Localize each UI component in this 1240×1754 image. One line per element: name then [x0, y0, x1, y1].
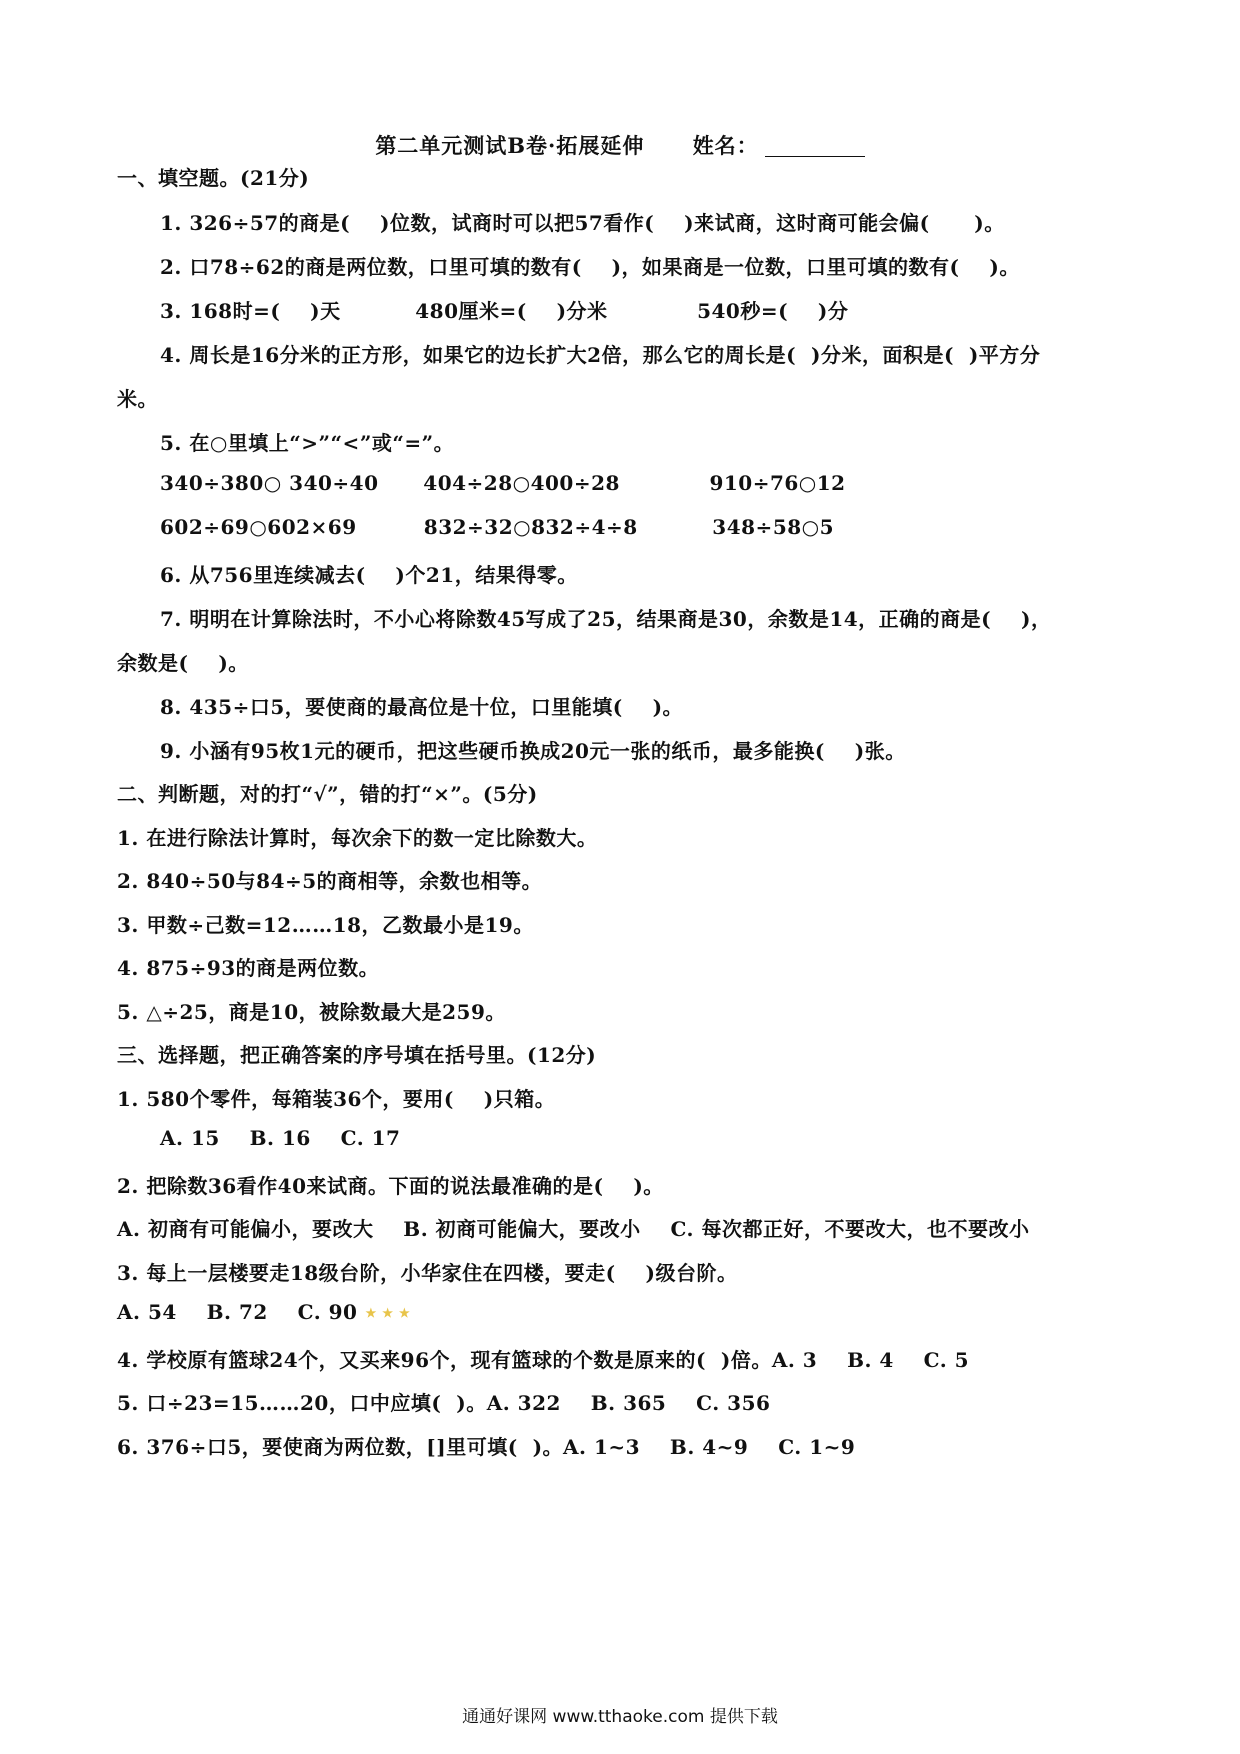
section3-heading: 三、选择题，把正确答案的序号填在括号里。(12分): [117, 1043, 597, 1067]
s3-question-5: 5. 口÷23=15……20，口中应填( )。A. 322 B. 365 C. 356: [117, 1391, 771, 1415]
s1-question-9: 9. 小涵有95枚1元的硬币，把这些硬币换成20元一张的纸币，最多能换( )张。: [160, 739, 906, 763]
s1-question-4-cont: 米。: [117, 387, 158, 411]
s1-question-1: 1. 326÷57的商是( )位数，试商时可以把57看作( )来试商，这时商可能会偏( )。: [160, 211, 1005, 235]
s2-question-4: 4. 875÷93的商是两位数。: [117, 956, 380, 980]
s1-question-4: 4. 周长是16分米的正方形，如果它的边长扩大2倍，那么它的周长是( )分米，面积是( )平方分: [160, 343, 1041, 367]
s1-question-5-row2: 602÷69○602×69 832÷32○832÷4÷8 348÷58○5: [160, 515, 835, 539]
s2-question-1: 1. 在进行除法计算时，每次余下的数一定比除数大。: [117, 826, 598, 850]
s3-question-2-options: A. 初商有可能偏小，要改大 B. 初商可能偏大，要改小 C. 每次都正好，不要改大，也不要改小: [117, 1217, 1030, 1241]
decorative-stars-icon: ★★★: [365, 1306, 416, 1320]
s1-question-5: 5. 在○里填上“>”“<”或“=”。: [160, 431, 455, 455]
s3-question-4: 4. 学校原有篮球24个，又买来96个，现有篮球的个数是原来的( )倍。A. 3 B. 4 C. 5: [117, 1348, 970, 1372]
s3-question-3-options: A. 54 B. 72 C. 90: [117, 1300, 358, 1324]
title-text: 第二单元测试B卷·拓展延伸: [375, 133, 645, 158]
s3-question-1-options: A. 15 B. 16 C. 17: [160, 1126, 401, 1150]
s3-question-2: 2. 把除数36看作40来试商。下面的说法最准确的是( )。: [117, 1174, 664, 1198]
s1-question-6: 6. 从756里连续减去( )个21，结果得零。: [160, 563, 578, 587]
s1-question-5-row1: 340÷380○ 340÷40 404÷28○400÷28 910÷76○12: [160, 471, 846, 495]
s2-question-5: 5. △÷25，商是10，被除数最大是259。: [117, 1000, 506, 1024]
name-label: 姓名：: [692, 133, 759, 158]
page-title: [0, 130, 1240, 160]
s1-question-8: 8. 435÷口5，要使商的最高位是十位，口里能填( )。: [160, 695, 684, 719]
s1-question-7-cont: 余数是( )。: [117, 651, 249, 675]
s1-question-2: 2. 口78÷62的商是两位数，口里可填的数有( )，如果商是一位数，口里可填的数有( )。: [160, 255, 1020, 279]
s3-question-6: 6. 376÷口5，要使商为两位数，[]里可填( )。A. 1~3 B. 4~9 C. 1~9: [117, 1435, 856, 1459]
section2-heading: 二、判断题，对的打“√”，错的打“×”。(5分): [117, 782, 538, 806]
name-blank[interactable]: [765, 136, 865, 157]
s3-question-1: 1. 580个零件，每箱装36个，要用( )只箱。: [117, 1087, 556, 1111]
s3-question-3: 3. 每上一层楼要走18级台阶，小华家住在四楼，要走( )级台阶。: [117, 1261, 738, 1285]
s2-question-2: 2. 840÷50与84÷5的商相等，余数也相等。: [117, 869, 543, 893]
s2-question-3: 3. 甲数÷己数=12……18，乙数最小是19。: [117, 913, 534, 937]
s1-question-7: 7. 明明在计算除法时，不小心将除数45写成了25，结果商是30，余数是14，正确的商是( )，: [160, 607, 1052, 631]
s1-question-3: 3. 168时=( )天 480厘米=( )分米 540秒=( )分: [160, 299, 849, 323]
s3-question-3-options-row: [117, 1300, 416, 1324]
footer-text: 通通好课网 www.tthaoke.com 提供下载: [462, 1707, 778, 1727]
section1-heading: 一、填空题。(21分): [117, 166, 310, 190]
